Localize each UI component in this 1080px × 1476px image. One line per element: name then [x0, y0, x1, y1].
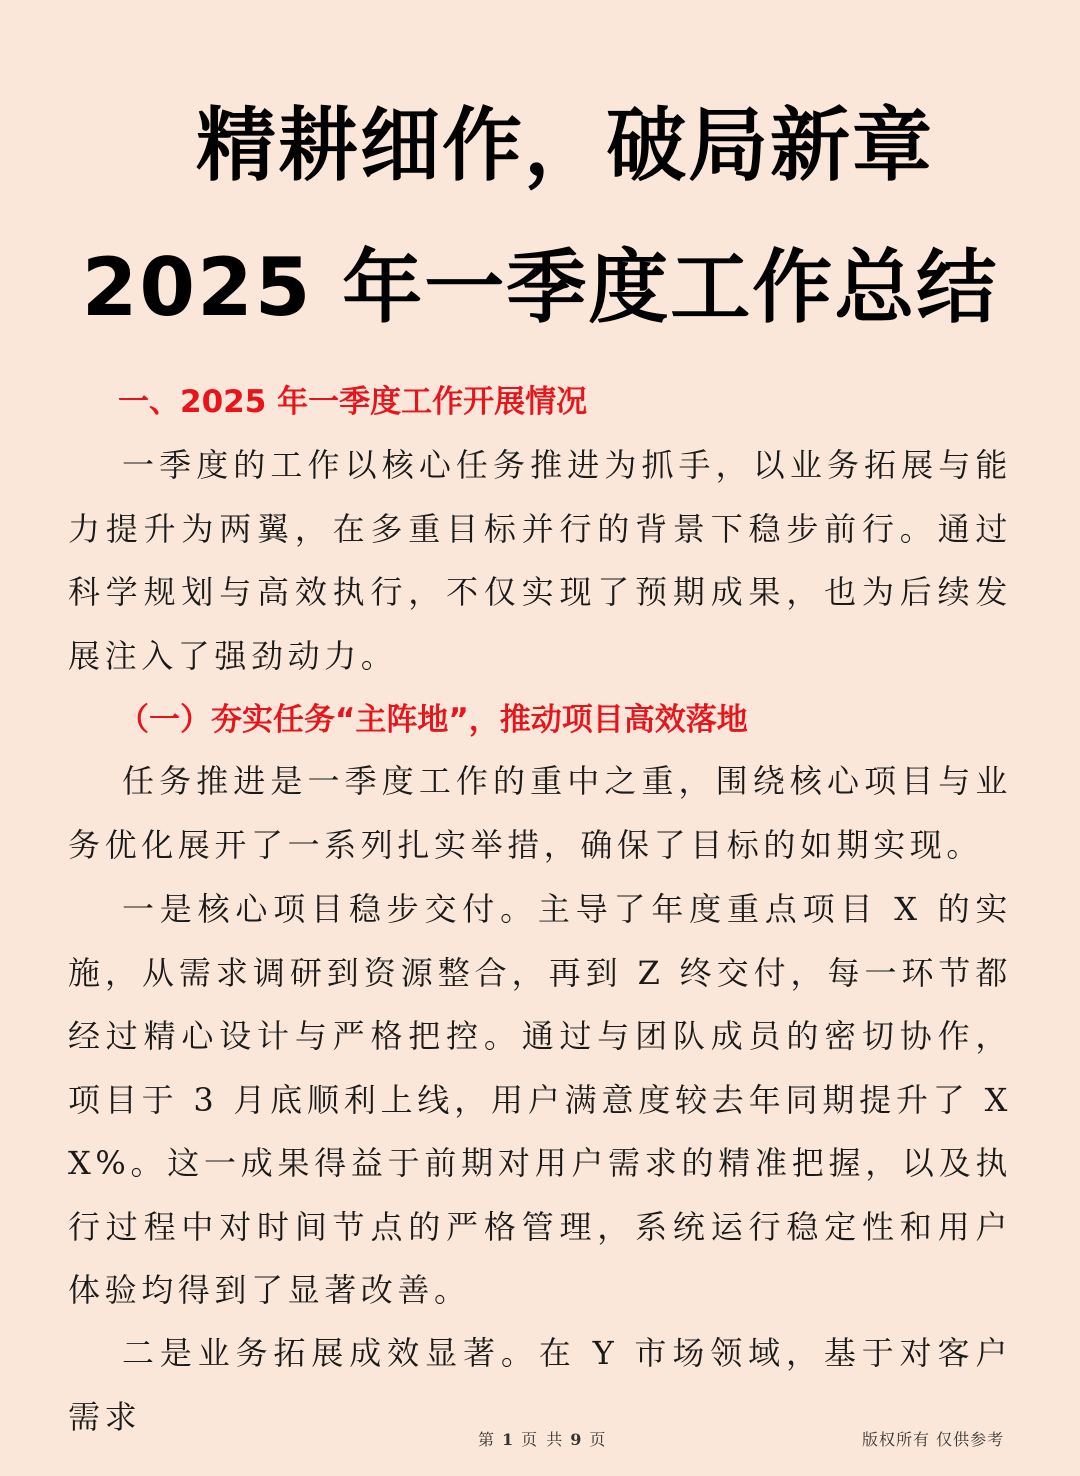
page-prefix: 第 [478, 1430, 497, 1449]
document-title-line1: 精耕细作，破局新章 [196, 99, 934, 192]
paragraph-core-project: 一是核心项目稳步交付。主导了年度重点项目 X 的实施，从需求调研到资源整合，再到 Z 终交付，每一环节都经过精心设计与严格把控。通过与团队成员的密切协作，项目于 3 月底顺利上线，用户满意度较去年同期提升了 XX%。这一成果得益于前期对用户需求的精准把握，以及执行过程中对时间节点的严格管理，系统运行稳定性和用户体验均得到了显著改善。 [68, 890, 1012, 1309]
paragraph-business-expansion: 二是业务拓展成效显著。在 Y 市场领域，基于对客户需求 [68, 1334, 1012, 1436]
paragraph-task-intro: 任务推进是一季度工作的重中之重，围绕核心项目与业务优化展开了一系列扎实举措，确保了目标的如期实现。 [68, 762, 1012, 864]
document-title-line2: 2025 年一季度工作总结 [81, 241, 999, 334]
page-mid: 页 共 [521, 1430, 565, 1449]
page-suffix: 页 [589, 1430, 608, 1449]
paragraph-overview: 一季度的工作以核心任务推进为抓手，以业务拓展与能力提升为两翼，在多重目标并行的背景下稳步前行。通过科学规划与高效执行，不仅实现了预期成果，也为后续发展注入了强劲动力。 [68, 446, 1012, 675]
page-number [478, 1428, 607, 1452]
subsection-heading-1: （一）夯实任务“主阵地”，推动项目高效落地 [118, 702, 748, 738]
section-heading-1: 一、2025 年一季度工作开展情况 [118, 384, 588, 420]
page-total: 9 [570, 1430, 584, 1449]
copyright-notice: 版权所有 仅供参考 [862, 1430, 1005, 1449]
page-current: 1 [502, 1430, 516, 1449]
